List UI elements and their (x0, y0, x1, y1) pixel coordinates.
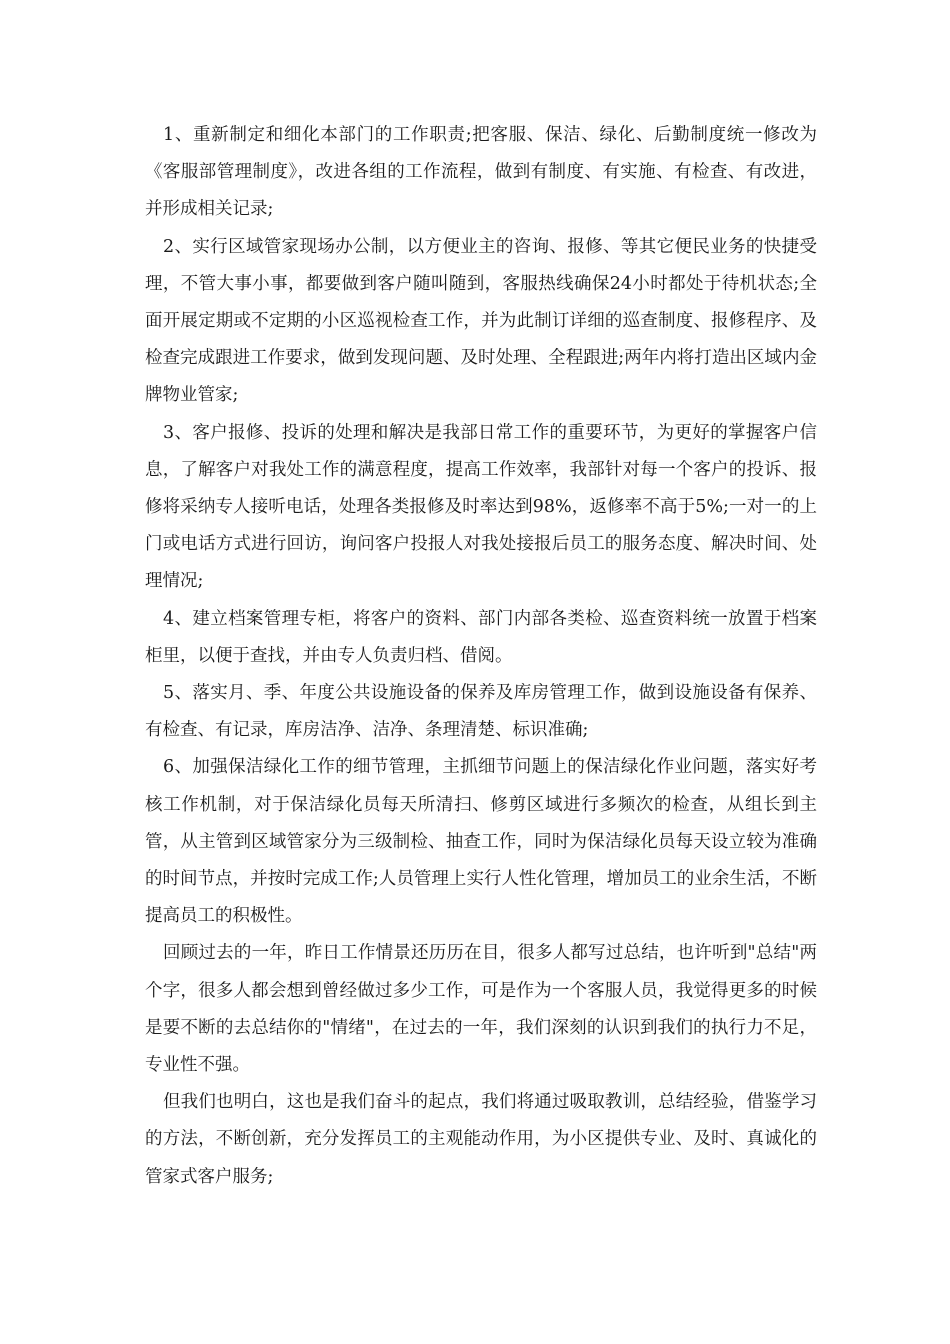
document-body (145, 117, 817, 1196)
paragraph-2: 2、实行区域管家现场办公制，以方便业主的咨询、报修、等其它便民业务的快捷受理，不管大事小事，都要做到客户随叫随到，客服热线确保24小时都处于待机状态;全面开展定期或不定期的小区巡视检查工作，并为此制订详细的巡查制度、报修程序、及检查完成跟进工作要求，做到发现问题、及时处理、全程跟进;两年内将打造出区域内金牌物业管家; (145, 236, 817, 406)
paragraph-review: 回顾过去的一年，昨日工作情景还历历在目，很多人都写过总结，也许听到"总结"两个字，很多人都会想到曾经做过多少工作，可是作为一个客服人员，我觉得更多的时候是要不断的去总结你的"情绪"，在过去的一年，我们深刻的认识到我们的执行力不足，专业性不强。 (145, 943, 817, 1076)
paragraph-1: 1、重新制定和细化本部门的工作职责;把客服、保洁、绿化、后勤制度统一修改为《客服部管理制度》，改进各组的工作流程，做到有制度、有实施、有检查、有改进，并形成相关记录; (145, 125, 817, 220)
paragraph-6: 6、加强保洁绿化工作的细节管理，主抓细节问题上的保洁绿化作业问题，落实好考核工作机制，对于保洁绿化员每天所清扫、修剪区域进行多频次的检查，从组长到主管，从主管到区域管家分为三级制检、抽查工作，同时为保洁绿化员每天设立较为准确的时间节点，并按时完成工作;人员管理上实行人性化管理，增加员工的业余生活，不断提高员工的积极性。 (145, 757, 817, 927)
paragraph-closing: 但我们也明白，这也是我们奋斗的起点，我们将通过吸取教训，总结经验，借鉴学习的方法，不断创新，充分发挥员工的主观能动作用，为小区提供专业、及时、真诚化的管家式客户服务; (145, 1092, 817, 1187)
paragraph-3: 3、客户报修、投诉的处理和解决是我部日常工作的重要环节，为更好的掌握客户信息，了解客户对我处工作的满意程度，提高工作效率，我部针对每一个客户的投诉、报修将采纳专人接听电话，处理各类报修及时率达到98%，返修率不高于5%;一对一的上门或电话方式进行回访，询问客户投报人对我处接报后员工的服务态度、解决时间、处理情况; (145, 422, 817, 592)
paragraph-4: 4、建立档案管理专柜，将客户的资料、部门内部各类检、巡查资料统一放置于档案柜里，以便于查找，并由专人负责归档、借阅。 (145, 608, 817, 666)
paragraph-5: 5、落实月、季、年度公共设施设备的保养及库房管理工作，做到设施设备有保养、有检查、有记录，库房洁净、洁净、条理清楚、标识准确; (145, 683, 817, 741)
